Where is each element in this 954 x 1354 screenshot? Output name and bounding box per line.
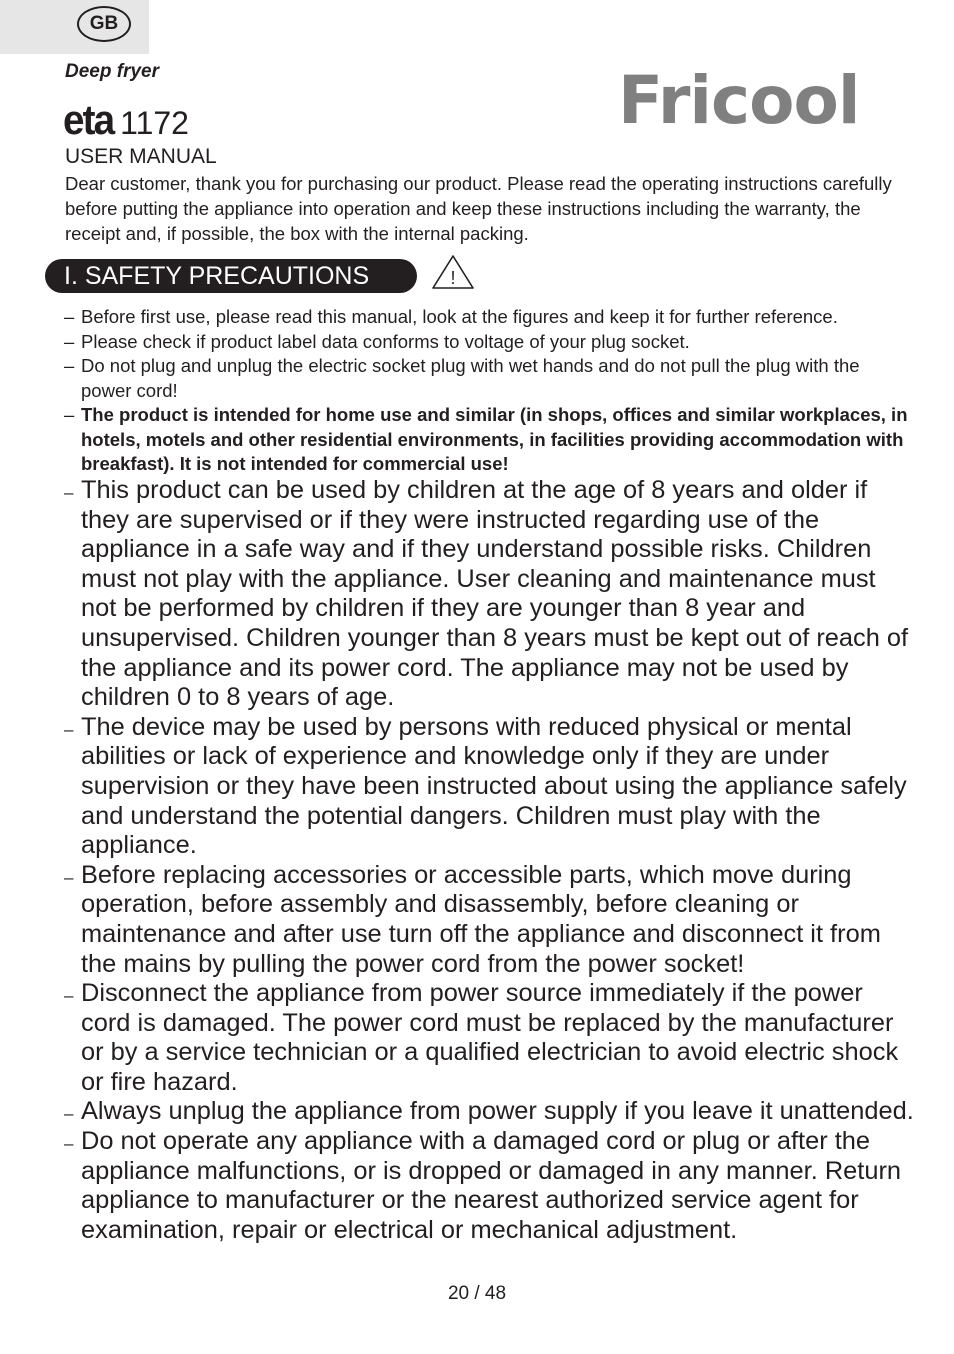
list-item-text: Please check if product label data conforms to voltage of your plug socket. bbox=[81, 330, 690, 352]
bullet-dash: – bbox=[64, 330, 75, 352]
bullet-dash: – bbox=[64, 306, 75, 327]
language-badge: GB bbox=[77, 6, 131, 42]
bullet-dash: – bbox=[64, 719, 74, 739]
list-item-text: Do not operate any appliance with a damaged cord or plug or after the appliance malfunctions, or is dropped or damaged in any manner. Return appliance to manufacturer or the nearest authorized service agent for examination, repair or electrical or mechanical adjustment. bbox=[81, 1127, 902, 1244]
list-item bbox=[64, 476, 914, 713]
list-item bbox=[64, 979, 914, 1097]
list-item bbox=[64, 330, 914, 355]
list-item bbox=[64, 354, 914, 403]
list-item-text: This product can be used by children at the age of 8 years and older if they are supervised or if they were instructed regarding use of the appliance in a safe way and if they understand possible risks. Children must not play with the appliance. User cleaning and maintenance must not be performed by children if they are younger than 8 year and unsupervised. Children younger than 8 years must be kept out of reach of the appliance and its power cord. The appliance may not be used by children 0 to 8 years of age. bbox=[81, 476, 909, 712]
list-item bbox=[64, 713, 914, 861]
bullet-dash: – bbox=[64, 986, 74, 1006]
bullet-dash: – bbox=[64, 1134, 74, 1154]
bullet-dash: – bbox=[64, 404, 75, 425]
warning-glyph: ! bbox=[450, 268, 456, 288]
product-type: Deep fryer bbox=[65, 61, 159, 82]
list-item-text-bold: The product is intended for home use and similar (in shops, offices and similar workplaces, in hotels, motels and other residential environments, in facilities providing accommodation with breakfast). It is not intended for commercial use! bbox=[81, 404, 908, 474]
safety-list-small bbox=[64, 305, 914, 477]
section-heading: I. SAFETY PRECAUTIONS bbox=[45, 259, 417, 293]
document-type: USER MANUAL bbox=[65, 145, 217, 168]
list-item-text: Before replacing accessories or accessible parts, which move during operation, before assembly and disassembly, before cleaning or maintenance and after use turn off the appliance and disconnect it from the mains by pulling the power cord from the power socket! bbox=[81, 860, 881, 978]
list-item bbox=[64, 305, 914, 330]
list-item-text: Disconnect the appliance from power source immediately if the power cord is damaged. The power cord must be replaced by the manufacturer or by a service technician or a qualified electrician to avoid electric shock or fire hazard. bbox=[81, 979, 899, 1096]
list-item-text: Before first use, please read this manual, look at the figures and keep it for further reference. bbox=[81, 306, 838, 327]
page-number: 20 / 48 bbox=[447, 1283, 507, 1304]
list-item bbox=[64, 1127, 914, 1245]
brand-logo: eta bbox=[63, 96, 114, 143]
list-item bbox=[64, 861, 914, 979]
bullet-dash: – bbox=[64, 355, 75, 376]
warning-triangle-icon bbox=[430, 253, 476, 291]
bullet-dash: – bbox=[64, 867, 74, 887]
safety-list-large bbox=[64, 476, 914, 1245]
model-line bbox=[63, 96, 189, 144]
bullet-dash: – bbox=[64, 483, 74, 502]
list-item-text: The device may be used by persons with reduced physical or mental abilities or lack of experience and knowledge only if they are under supervision or they have been instructed about using the appliance safely and understand the potential dangers. Children must play with the appliance. bbox=[81, 712, 907, 860]
list-item bbox=[64, 1097, 914, 1127]
language-tab bbox=[0, 0, 149, 54]
bullet-dash: – bbox=[64, 1104, 74, 1124]
model-number: 1172 bbox=[120, 105, 189, 141]
series-logo: Fricool bbox=[618, 62, 860, 139]
intro-paragraph: Dear customer, thank you for purchasing our product. Please read the operating instructions carefully before putting the appliance into operation and keep these instructions including the warranty, the receipt and, if possible, the box with the internal packing. bbox=[65, 173, 892, 244]
list-item bbox=[64, 403, 914, 477]
list-item-text: Always unplug the appliance from power supply if you leave it unattended. bbox=[81, 1097, 914, 1126]
list-item-text: Do not plug and unplug the electric socket plug with wet hands and do not pull the plug with the power cord! bbox=[81, 355, 860, 401]
